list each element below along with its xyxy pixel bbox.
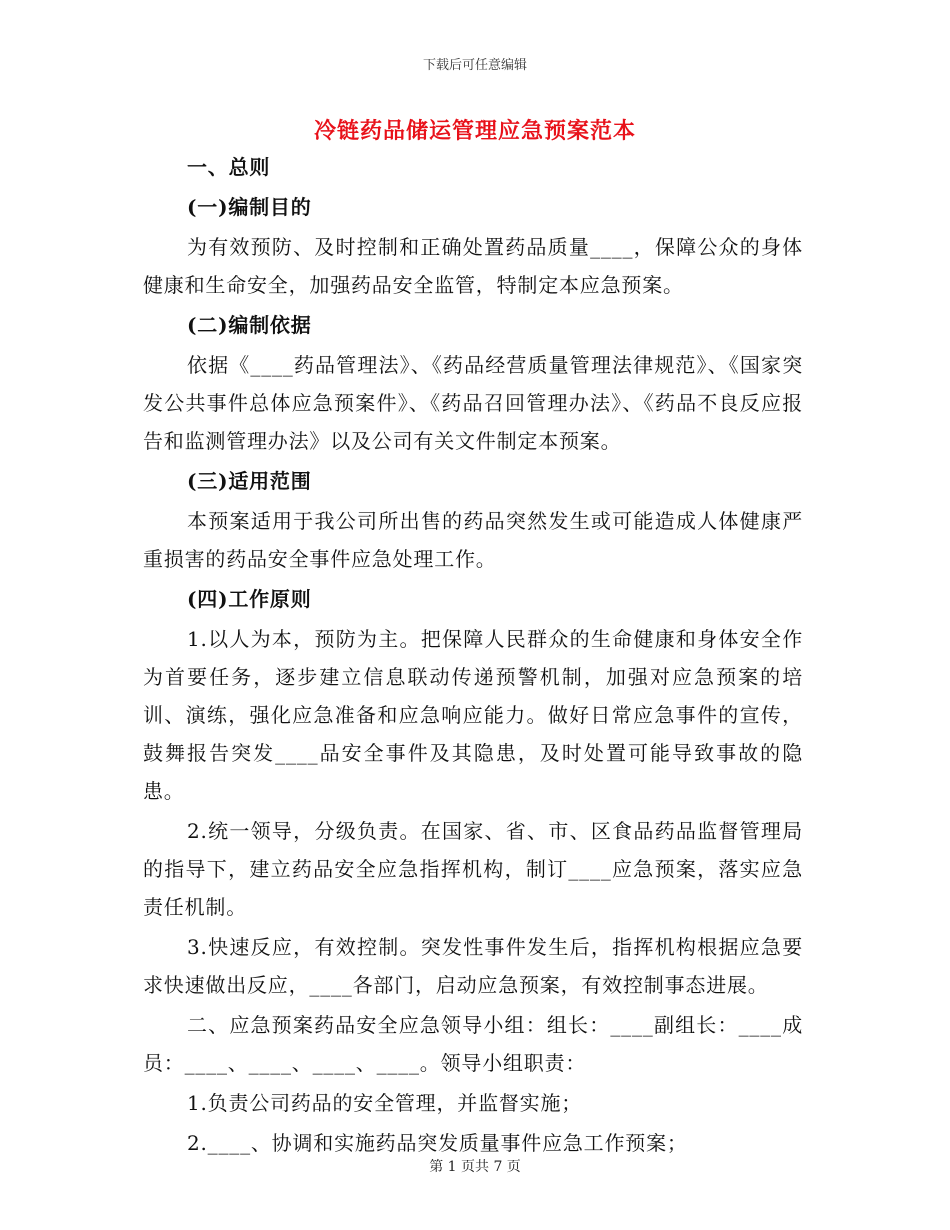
paragraph: 3.快速反应，有效控制。突发性事件发生后，指挥机构根据应急要求快速做出反应，____各部门，启动应急预案，有效控制事态进展。 — [143, 935, 803, 997]
document-title: 冷链药品储运管理应急预案范本 — [313, 118, 636, 144]
paragraph: 2.统一领导，分级负责。在国家、省、市、区食品药品监督管理局的指导下，建立药品安全应急指挥机构，制订____应急预案，落实应急责任机制。 — [143, 819, 803, 919]
paragraph: 本预案适用于我公司所出售的药品突然发生或可能造成人体健康严重损害的药品安全事件应急处理工作。 — [143, 509, 803, 571]
paragraph: 为有效预防、及时控制和正确处置药品质量____，保障公众的身体健康和生命安全，加强药品安全监管，特制定本应急预案。 — [143, 235, 803, 297]
section-heading: (三)适用范围 — [187, 469, 312, 493]
section-heading: 一、总则 — [187, 155, 271, 179]
header-note: 下载后可任意编辑 — [422, 58, 527, 73]
paragraph: 二、应急预案药品安全应急领导小组：组长：____副组长：____成员：____、____、____、____。领导小组职责： — [143, 1013, 803, 1075]
section-heading: (四)工作原则 — [187, 587, 312, 611]
section-heading: (一)编制目的 — [187, 195, 312, 219]
paragraph: 依据《____药品管理法》、《药品经营质量管理法律规范》、《国家突发公共事件总体应急预案件》、《药品召回管理办法》、《药品不良反应报告和监测管理办法》以及公司有关文件制定本预案。 — [143, 353, 803, 453]
paragraph: 1.负责公司药品的安全管理，并监督实施； — [187, 1091, 583, 1115]
section-heading: (二)编制依据 — [187, 313, 312, 337]
page-number: 第 1 页共 7 页 — [429, 1159, 521, 1175]
document-body — [143, 148, 803, 1164]
paragraph: 1.以人为本，预防为主。把保障人民群众的生命健康和身体安全作为首要任务，逐步建立信息联动传递预警机制，加强对应急预案的培训、演练，强化应急准备和应急响应能力。做好日常应急事件的宣传，鼓舞报告突发____品安全事件及其隐患，及时处置可能导致事故的隐患。 — [143, 627, 803, 803]
paragraph: 2.____、协调和实施药品突发质量事件应急工作预案； — [187, 1131, 688, 1155]
